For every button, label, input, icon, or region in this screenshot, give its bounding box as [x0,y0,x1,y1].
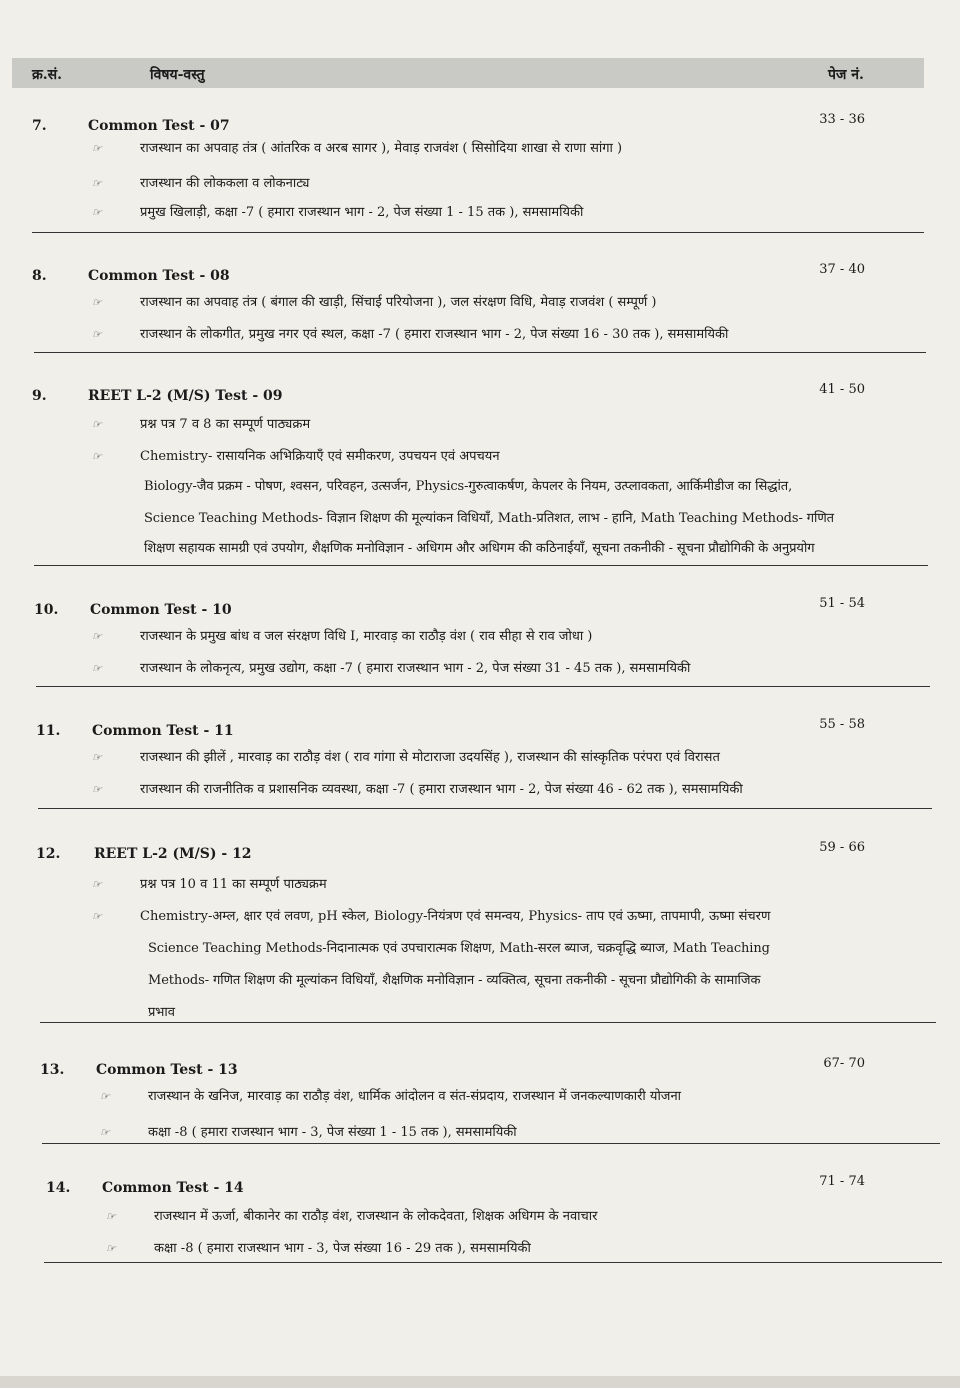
hand-pointing-icon: ☞ [106,1210,116,1223]
item-text: राजस्थान के लोकनृत्य, प्रमुख उद्योग, कक्षा -7 ( हमारा राजस्थान भाग - 2, पेज संख्या 31 - 45 तक ), समसामयिकी [140,661,691,676]
entry-title: Common Test - 13 [96,1062,238,1078]
list-item [92,626,922,644]
hand-pointing-icon: ☞ [92,328,102,341]
item-text: कक्षा -8 ( हमारा राजस्थान भाग - 3, पेज संख्या 1 - 15 तक ), समसामयिकी [148,1125,517,1140]
header-subject: विषय-वस्तु [150,67,205,83]
list-item [92,874,922,892]
entry-number: 13. [40,1062,65,1078]
entry-pages: 59 - 66 [819,840,865,855]
hand-pointing-icon: ☞ [92,296,102,309]
entry-title: Common Test - 14 [102,1180,244,1196]
entry-number: 9. [32,388,47,404]
hand-pointing-icon: ☞ [92,177,102,190]
divider [32,232,924,233]
item-text: राजस्थान का अपवाह तंत्र ( बंगाल की खाड़ी, सिंचाई परियोजना ), जल संरक्षण विधि, मेवाड़ राजवंश ( सम्पूर्ण ) [140,295,657,310]
list-item [92,747,922,765]
entry-number: 8. [32,268,47,284]
item-text: राजस्थान का अपवाह तंत्र ( आंतरिक व अरब सागर ), मेवाड़ राजवंश ( सिसोदिया शाखा से राणा सांगा ) [140,141,623,156]
divider [34,565,928,566]
entry-number: 14. [46,1180,71,1196]
item-continuation: Biology-जैव प्रक्रम - पोषण, श्वसन, परिवहन, उत्सर्जन, Physics-गुरुत्वाकर्षण, केपलर के नियम, उत्प्लावकता, आर्किमीडीज का सिद्धांत, [144,479,793,494]
item-text: प्रमुख खिलाड़ी, कक्षा -7 ( हमारा राजस्थान भाग - 2, पेज संख्या 1 - 15 तक ), समसामयिकी [140,205,584,220]
header-page-number: पेज नं. [828,67,864,83]
item-text: प्रश्न पत्र 10 व 11 का सम्पूर्ण पाठ्यक्रम [140,877,327,892]
list-item [106,1206,936,1224]
hand-pointing-icon: ☞ [106,1242,116,1255]
list-item [92,446,922,464]
list-item [92,414,922,432]
list-item [100,1122,930,1140]
divider [38,808,932,809]
hand-pointing-icon: ☞ [92,450,102,463]
item-continuation: Science Teaching Methods- विज्ञान शिक्षण की मूल्यांकन विधियाँ, Math-प्रतिशत, लाभ - हानि, Math Teaching Methods- गणित [144,511,834,526]
hand-pointing-icon: ☞ [92,418,102,431]
item-continuation: प्रभाव [148,1005,175,1020]
divider [40,1022,936,1023]
entry-pages: 37 - 40 [819,262,865,277]
list-item [92,202,922,220]
hand-pointing-icon: ☞ [92,878,102,891]
entry-title: Common Test - 11 [92,723,234,739]
entry-number: 10. [34,602,59,618]
entry-pages: 55 - 58 [819,717,865,732]
item-continuation: Methods- गणित शिक्षण की मूल्यांकन विधियाँ, शैक्षणिक मनोविज्ञान - व्यक्तित्व, सूचना तकनीकी - सूचना प्रौद्योगिकी के सामाजिक [148,973,761,988]
hand-pointing-icon: ☞ [100,1126,110,1139]
divider [36,686,930,687]
entry-pages: 67- 70 [823,1056,865,1071]
item-text: राजस्थान के लोकगीत, प्रमुख नगर एवं स्थल, कक्षा -7 ( हमारा राजस्थान भाग - 2, पेज संख्या 16 - 30 तक ), समसामयिकी [140,327,729,342]
entry-number: 11. [36,723,61,739]
item-text: प्रश्न पत्र 7 व 8 का सम्पूर्ण पाठ्यक्रम [140,417,311,432]
item-text: राजस्थान में ऊर्जा, बीकानेर का राठौड़ वंश, राजस्थान के लोकदेवता, शिक्षक अधिगम के नवाचार [154,1209,598,1224]
hand-pointing-icon: ☞ [92,751,102,764]
hand-pointing-icon: ☞ [100,1090,110,1103]
item-text: Chemistry-अम्ल, क्षार एवं लवण, pH स्केल, Biology-नियंत्रण एवं समन्वय, Physics- ताप एवं ऊष्मा, तापमापी, ऊष्मा संचरण [140,909,771,924]
entry-pages: 33 - 36 [819,112,865,127]
divider [42,1143,940,1144]
entry-pages: 51 - 54 [819,596,865,611]
list-item [92,138,922,156]
entry-pages: 41 - 50 [819,382,865,397]
item-continuation: शिक्षण सहायक सामग्री एवं उपयोग, शैक्षणिक मनोविज्ञान - अधिगम और अधिगम की कठिनाईयाँ, सूचना तकनीकी - सूचना प्रौद्योगिकी के अनुप्रयोग [144,541,815,556]
item-text: Chemistry- रासायनिक अभिक्रियाएँ एवं समीकरण, उपचयन एवं अपचयन [140,449,500,464]
entry-title: Common Test - 07 [88,118,230,134]
entry-title: Common Test - 10 [90,602,232,618]
hand-pointing-icon: ☞ [92,662,102,675]
item-text: राजस्थान की झीलें , मारवाड़ का राठौड़ वंश ( राव गांगा से मोटाराजा उदयसिंह ), राजस्थान की सांस्कृतिक परंपरा एवं विरासत [140,750,720,765]
header-serial-number: क्र.सं. [32,67,62,83]
hand-pointing-icon: ☞ [92,142,102,155]
hand-pointing-icon: ☞ [92,206,102,219]
table-header [12,58,924,88]
entry-pages: 71 - 74 [819,1174,865,1189]
item-text: राजस्थान के प्रमुख बांध व जल संरक्षण विधि I, मारवाड़ का राठौड़ वंश ( राव सीहा से राव जोधा ) [140,629,593,644]
item-text: कक्षा -8 ( हमारा राजस्थान भाग - 3, पेज संख्या 16 - 29 तक ), समसामयिकी [154,1241,531,1256]
item-continuation: Science Teaching Methods-निदानात्मक एवं उपचारात्मक शिक्षण, Math-सरल ब्याज, चक्रवृद्धि ब्याज, Math Teaching [148,941,770,956]
entry-title: Common Test - 08 [88,268,230,284]
entry-number: 7. [32,118,47,134]
list-item [92,906,922,924]
page-bottom-edge [0,1376,960,1388]
list-item [92,173,922,191]
list-item [100,1086,930,1104]
hand-pointing-icon: ☞ [92,783,102,796]
entry-title: REET L-2 (M/S) Test - 09 [88,388,283,404]
list-item [92,324,922,342]
item-text: राजस्थान के खनिज, मारवाड़ का राठौड़ वंश, धार्मिक आंदोलन व संत-संप्रदाय, राजस्थान में जनकल्याणकारी योजना [148,1089,682,1104]
entry-number: 12. [36,846,61,862]
hand-pointing-icon: ☞ [92,630,102,643]
entry-title: REET L-2 (M/S) - 12 [94,846,252,862]
list-item [92,292,922,310]
list-item [92,779,922,797]
list-item [106,1238,936,1256]
divider [44,1262,942,1263]
divider [34,352,926,353]
list-item [92,658,922,676]
hand-pointing-icon: ☞ [92,910,102,923]
item-text: राजस्थान की लोककला व लोकनाट्य [140,176,310,191]
item-text: राजस्थान की राजनीतिक व प्रशासनिक व्यवस्था, कक्षा -7 ( हमारा राजस्थान भाग - 2, पेज संख्या 46 - 62 तक ), समसामयिकी [140,782,743,797]
